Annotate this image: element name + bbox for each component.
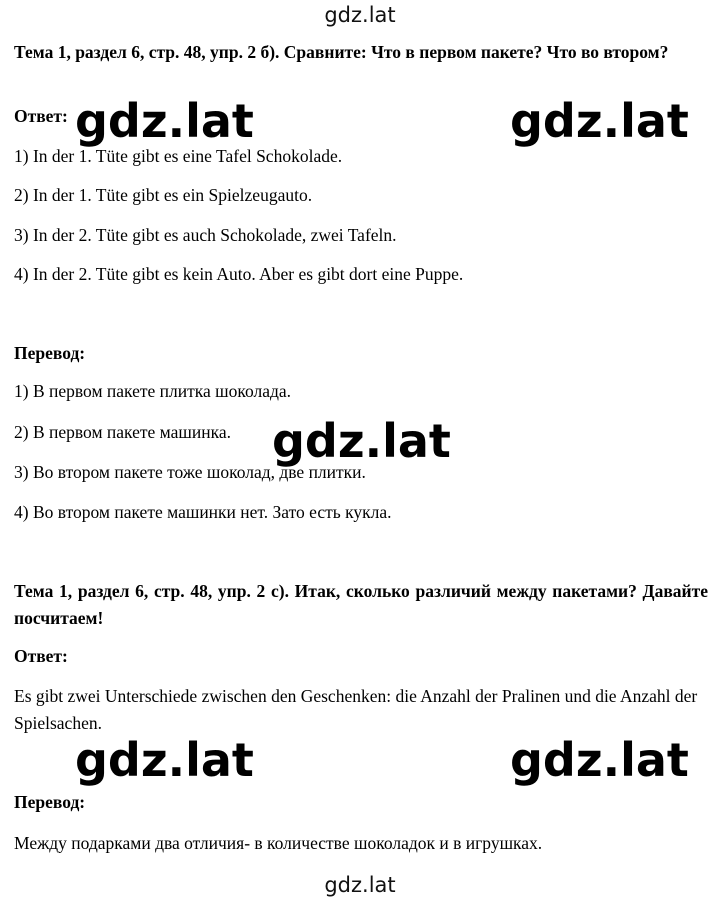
watermark-logo: gdz.lat <box>510 733 689 787</box>
section2-answer: Es gibt zwei Unterschiede zwischen den Geschenken: die Anzahl der Pralinen und die Anzahl der Spielsachen. <box>14 686 698 733</box>
watermark-logo: gdz.lat <box>510 94 689 148</box>
watermark-logo: gdz.lat <box>75 733 254 787</box>
watermark-logo: gdz.lat <box>272 414 451 468</box>
translation-line-3: 3) Во втором пакете тоже шоколад, две плитки. <box>14 462 366 482</box>
site-watermark-bottom: gdz.lat <box>324 873 396 897</box>
section2-answer-label: Ответ: <box>14 646 68 666</box>
answer-line-1: 1) In der 1. Tüte gibt es eine Tafel Schokolade. <box>14 146 343 166</box>
site-watermark-top: gdz.lat <box>324 3 396 27</box>
translation-line-1: 1) В первом пакете плитка шоколада. <box>14 381 292 401</box>
answer-line-4: 4) In der 2. Tüte gibt es kein Auto. Aber es gibt dort eine Puppe. <box>14 264 464 284</box>
section2-translation-label: Перевод: <box>14 792 86 812</box>
translation-line-2: 2) В первом пакете машинка. <box>14 422 231 442</box>
section1-heading: Тема 1, раздел 6, стр. 48, упр. 2 б). Сравните: Что в первом пакете? Что во втором? <box>14 42 669 62</box>
answer-line-2: 2) In der 1. Tüte gibt es ein Spielzeugauto. <box>14 185 313 205</box>
watermark-logo: gdz.lat <box>75 94 254 148</box>
section2-translation: Между подарками два отличия- в количестве шоколадок и в игрушках. <box>14 833 543 853</box>
section1-answer-label: Ответ: <box>14 106 68 126</box>
translation-line-4: 4) Во втором пакете машинки нет. Зато есть кукла. <box>14 502 392 522</box>
answer-line-3: 3) In der 2. Tüte gibt es auch Schokolade, zwei Tafeln. <box>14 225 397 245</box>
section2-heading: Тема 1, раздел 6, стр. 48, упр. 2 с). Итак, сколько различий между пакетами? Давайте посчитаем! <box>14 581 708 628</box>
section1-translation-label: Перевод: <box>14 343 86 363</box>
